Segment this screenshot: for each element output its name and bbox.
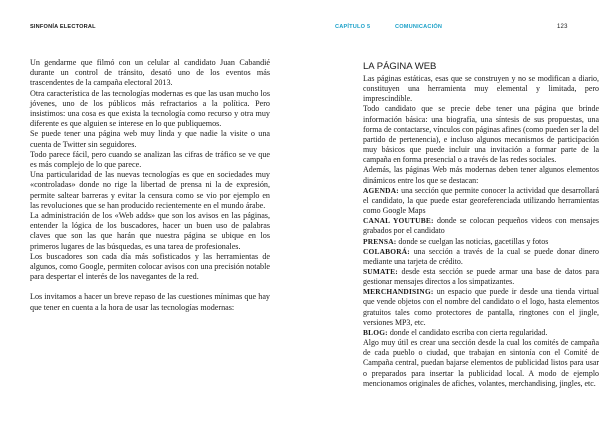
list-item	[363, 186, 599, 216]
section-title: LA PÁGINA WEB	[363, 61, 437, 72]
paragraph: Además, las páginas Web más modernas deben tener algunos elementos dinámicos entre los que se destacan:	[363, 165, 599, 185]
paragraph: Una particularidad de las nuevas tecnologías es que en sociedades muy «controladas» donde no rige la libertad de prensa ni la de expresión, permite saltear barreras y evitar la censura como se vio por ejemplo en las revoluciones que se han producido recientemente en el mundo árabe.	[30, 170, 270, 210]
item-term: SUMATE:	[363, 266, 398, 276]
item-text: una sección a través de la cual se puede donar dinero mediante una tarjeta de crédito.	[363, 246, 600, 266]
item-text: donde se colocan pequeños videos con mensajes grabados por el candidato	[363, 216, 600, 236]
item-term: PRENSA:	[363, 236, 397, 246]
page-number: 123	[557, 24, 568, 30]
item-text: desde esta sección se puede armar una base de datos para gestionar mensajes directos a los simpatizantes.	[363, 266, 599, 287]
paragraph: Un gendarme que filmó con un celular al candidato Juan Cabandié durante un control de tránsito, desató uno de los eventos más trascendentes de la campaña electoral 2013.	[30, 58, 270, 88]
list-item	[363, 328, 599, 338]
paragraph: Todo parece fácil, pero cuando se analizan las cifras de tráfico se ve que es más complejo de lo que parece.	[30, 149, 270, 170]
paragraph: Algo muy útil es crear una sección desde la cual los comités de campaña de cada pueblo o ciudad, que trabajan en sintonía con el Comité de Campaña central, puedan bajarse elementos de publicidad listos para usar o preparados para insertar la publicidad local. A modo de ejemplo mencionamos originales de afiches, volantes, merchandising, jingles, etc.	[363, 338, 599, 388]
paragraph: Todo candidato que se precie debe tener una página que brinde información básica: una biografía, una síntesis de sus propuestas, una forma de contactarse, vínculos con páginas afines (como pueden ser la del partido de pertenencia), e incluso algunos mecanismos de participación muy básicos que puede incluir una invitación a formar parte de la campaña en forma presencial o a través de las redes sociales.	[363, 104, 599, 165]
item-term: COLABORÁ:	[363, 246, 410, 256]
item-term: MERCHANDISING:	[363, 287, 434, 297]
running-title: SINFONÍA ELECTORAL	[30, 24, 96, 30]
chapter-number: CAPÍTULO 5	[335, 24, 371, 30]
paragraph: La administración de los «Web adds» que son los avisos en las páginas, entender la lógica de los buscadores, hacer un buen uso de palabras claves que son las que harán que nuestra página se ubique en los primeros lugares de las búsquedas, es una tarea de profesionales.	[30, 211, 270, 251]
list-item	[363, 287, 599, 328]
paragraph: Las páginas estáticas, esas que se construyen y no se modifican a diario, constituyen una herramienta muy elemental y limitada, pero imprescindible.	[363, 74, 599, 104]
list-item	[363, 216, 599, 236]
paragraph: Otra característica de las tecnologías modernas es que las usan mucho los jóvenes, uno de los públicos más refractarios a la política. Pero insistimos: una cosa es que exista la tecnología como recurso y otra muy diferente es que alguien se interese en lo que publiquemos.	[30, 88, 270, 129]
list-item	[363, 267, 599, 287]
right-column	[363, 61, 599, 389]
paragraph: Se puede tener una página web muy linda y que nadie la visite o una cuenta de Twitter sin seguidores.	[30, 129, 270, 149]
list-item	[363, 237, 599, 247]
paragraph: Los invitamos a hacer un breve repaso de las cuestiones mínimas que hay que tener en cuenta a la hora de usar las tecnologías modernas:	[30, 292, 270, 312]
list-item	[363, 247, 599, 267]
item-term: CANAL YOUTUBE:	[363, 216, 434, 226]
chapter-name: COMUNICACIÓN	[395, 24, 443, 30]
item-term: BLOG:	[363, 327, 388, 337]
paragraph: Los buscadores son cada día más sofisticados y las herramientas de algunos, como Google, permiten colocar avisos con una precisión notable para despertar el interés de los navegantes de la red.	[30, 251, 270, 282]
item-text: donde el candidato escriba con cierta regularidad.	[389, 327, 548, 337]
item-term: AGENDA:	[363, 185, 399, 195]
left-column	[30, 58, 270, 313]
item-text: donde se cuelgan las noticias, gacetillas y fotos	[398, 236, 549, 246]
item-text: una sección que permite conocer la actividad que desarrollará el candidato, la que puede estar georeferenciada utilizando herramientas como Google Maps	[363, 185, 600, 216]
item-text: un espacio que puede ir desde una tienda virtual que vende objetos con el nombre del candidato o el logo, hasta elementos gratuitos tales como protectores de pantalla, ringtones con el jingle, versiones MP3, etc.	[363, 287, 599, 327]
